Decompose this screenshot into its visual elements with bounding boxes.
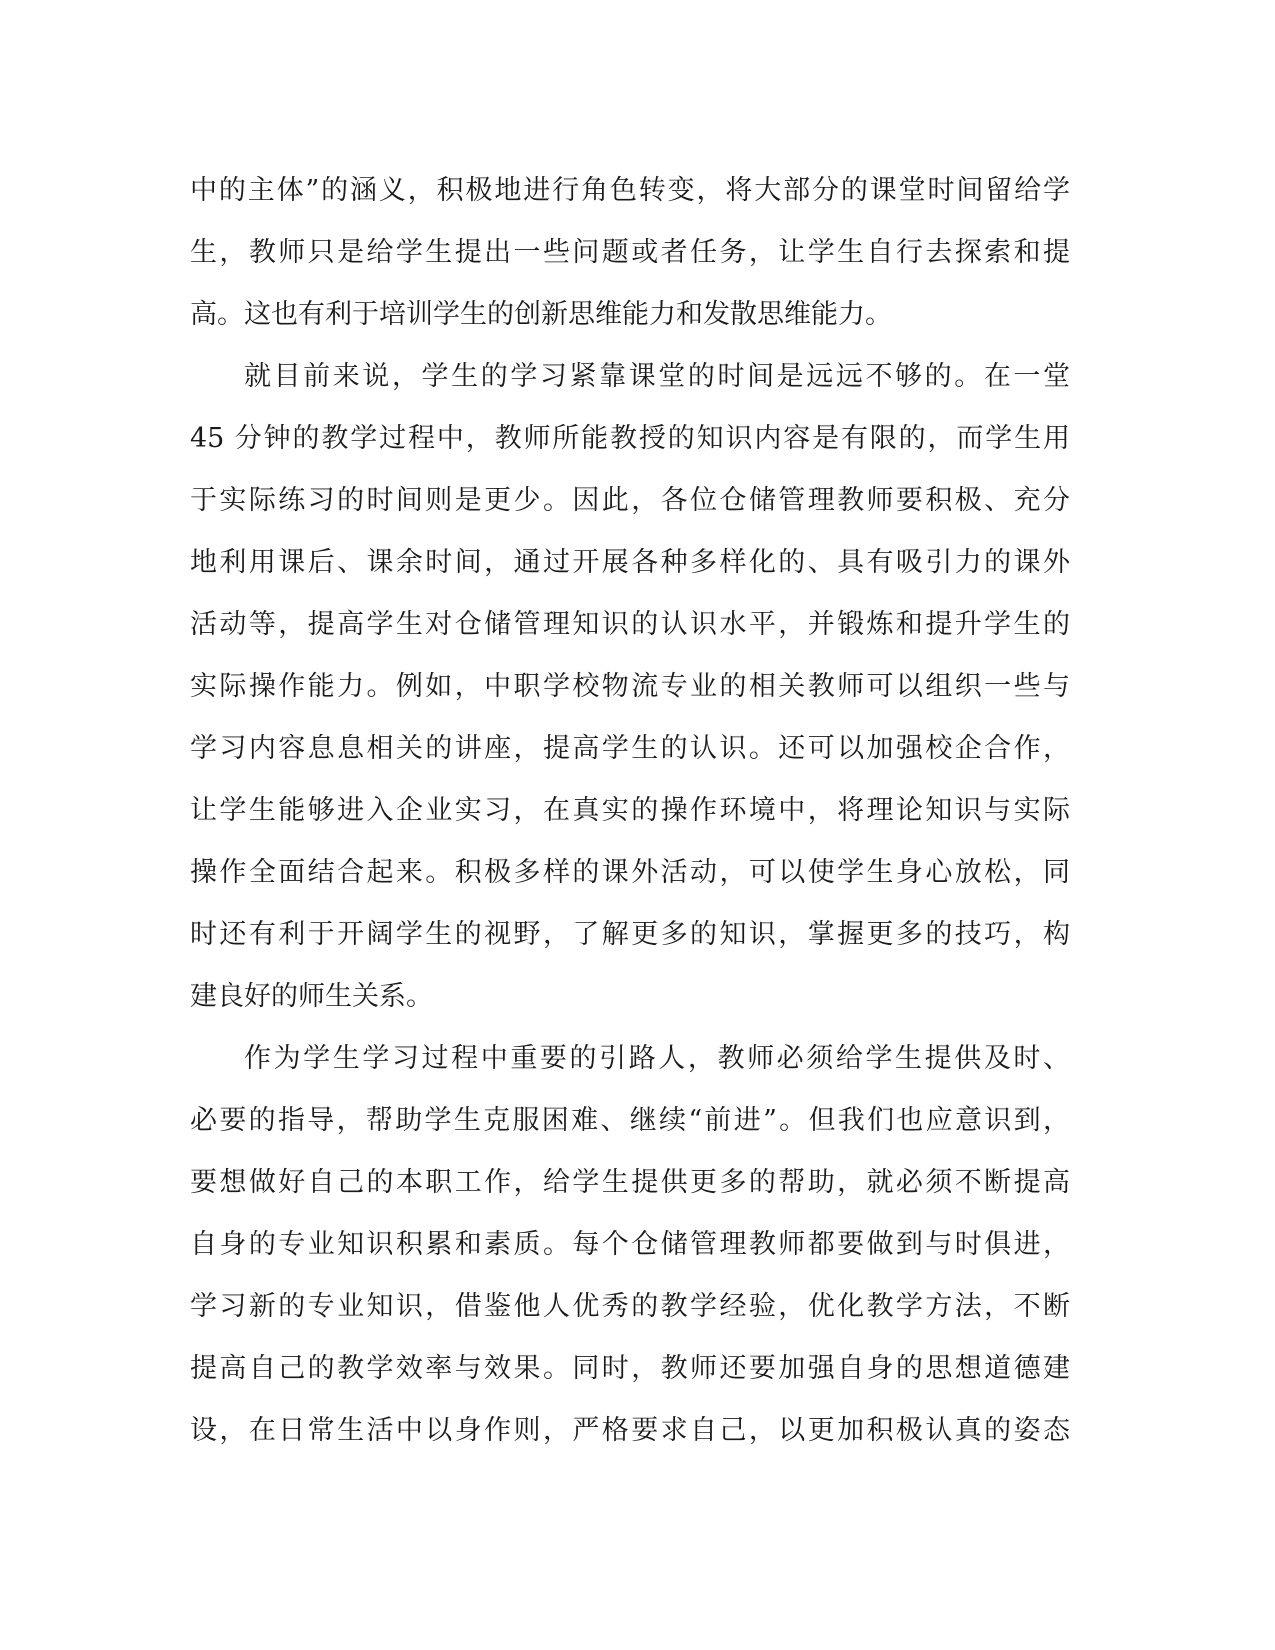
text-line: 生，教师只是给学生提出一些问题或者任务，让学生自行去探索和提 [190,237,1070,268]
text-line: 实际操作能力。例如，中职学校物流专业的相关教师可以组织一些与 [190,671,1070,702]
text-line: 学习新的专业知识，借鉴他人优秀的教学经验，优化教学方法，不断 [190,1291,1070,1322]
text-line: 建良好的师生关系。 [190,981,433,1012]
text-line: 高。这也有利于培训学生的创新思维能力和发散思维能力。 [190,299,892,330]
text-line: 要想做好自己的本职工作，给学生提供更多的帮助，就必须不断提高 [190,1167,1070,1198]
text-line: 地利用课后、课余时间，通过开展各种多样化的、具有吸引力的课外 [190,547,1070,578]
text-line: 必要的指导，帮助学生克服困难、继续“前进”。但我们也应意识到， [190,1105,1070,1136]
text-line: 操作全面结合起来。积极多样的课外活动，可以使学生身心放松，同 [190,857,1070,888]
text-line: 提高自己的教学效率与效果。同时，教师还要加强自身的思想道德建 [190,1353,1070,1384]
text-line: 于实际练习的时间则是更少。因此，各位仓储管理教师要积极、充分 [190,485,1070,516]
text-line: 学习内容息息相关的讲座，提高学生的认识。还可以加强校企合作， [190,733,1070,764]
text-line: 设，在日常生活中以身作则，严格要求自己，以更加积极认真的姿态 [190,1415,1070,1446]
text-line: 作为学生学习过程中重要的引路人，教师必须给学生提供及时、 [244,1043,1070,1074]
text-line: 45 分钟的教学过程中，教师所能教授的知识内容是有限的，而学生用 [190,423,1070,454]
text-line: 让学生能够进入企业实习，在真实的操作环境中，将理论知识与实际 [190,795,1070,826]
text-line: 时还有利于开阔学生的视野，了解更多的知识，掌握更多的技巧，构 [190,919,1070,950]
text-line: 自身的专业知识积累和素质。每个仓储管理教师都要做到与时俱进， [190,1229,1070,1260]
text-line: 活动等，提高学生对仓储管理知识的认识水平，并锻炼和提升学生的 [190,609,1070,640]
body-text [190,160,1070,1462]
text-line: 就目前来说，学生的学习紧靠课堂的时间是远远不够的。在一堂 [244,361,1070,392]
text-line: 中的主体”的涵义，积极地进行角色转变，将大部分的课堂时间留给学 [190,175,1070,206]
